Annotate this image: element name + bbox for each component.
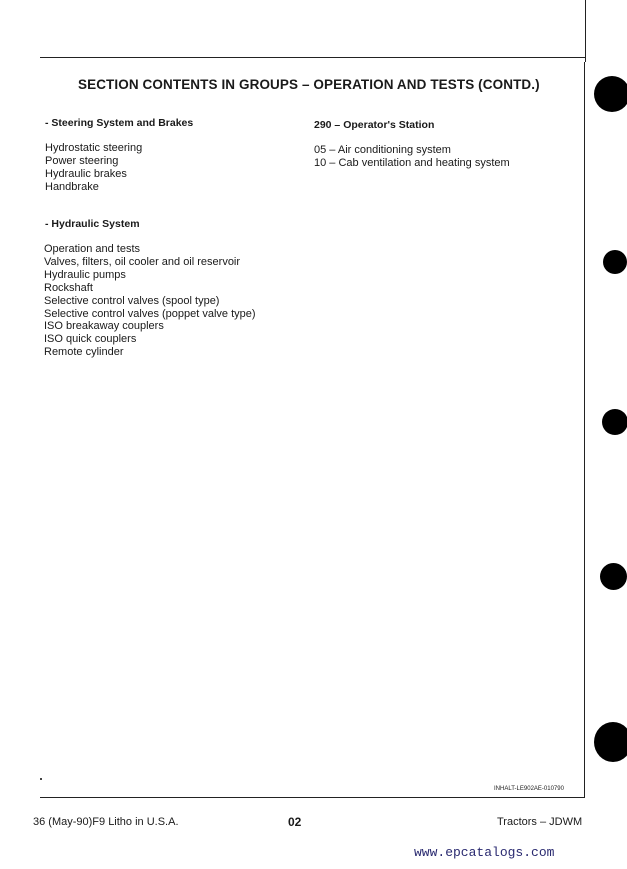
punch-hole <box>602 409 627 435</box>
document-code: INHALT-LE902AE-010790 <box>494 786 564 792</box>
list-item: ISO quick couplers <box>44 333 137 346</box>
list-item: Hydraulic brakes <box>45 167 127 180</box>
page-number: 02 <box>288 815 302 829</box>
operators-station-list <box>314 144 510 170</box>
list-item: ISO breakaway couplers <box>44 320 164 333</box>
page-title: SECTION CONTENTS IN GROUPS – OPERATION AND TESTS (CONTD.) <box>78 77 540 92</box>
punch-hole <box>594 76 627 112</box>
list-item: Hydraulic pumps <box>44 268 126 281</box>
list-item: 05 – Air conditioning system <box>314 144 451 156</box>
footer-rule <box>40 797 585 798</box>
list-item: 10 – Cab ventilation and heating system <box>314 156 510 169</box>
list-item: Selective control valves (spool type) <box>44 294 220 307</box>
punch-hole <box>603 250 627 274</box>
watermark-link[interactable]: www.epcatalogs.com <box>414 845 555 860</box>
list-item: Operation and tests <box>44 243 141 255</box>
list-item: Remote cylinder <box>44 346 124 359</box>
group-heading-operators-station: 290 – Operator's Station <box>314 119 435 131</box>
group-heading-hydraulic: - Hydraulic System <box>45 218 140 230</box>
steering-list <box>45 142 142 194</box>
footer-manual-name: Tractors – JDWM <box>497 816 583 828</box>
list-item: Rockshaft <box>44 281 93 294</box>
margin-rule-top <box>585 0 586 62</box>
list-item: Handbrake <box>45 180 99 193</box>
scan-mark <box>40 778 42 780</box>
group-heading-steering: - Steering System and Brakes <box>45 117 194 129</box>
hydraulic-list <box>44 243 256 359</box>
header-rule <box>40 57 585 58</box>
margin-rule-right <box>584 62 585 797</box>
list-item: Power steering <box>45 154 119 167</box>
punch-hole <box>594 722 627 762</box>
punch-hole <box>600 563 627 590</box>
list-item: Hydrostatic steering <box>45 142 143 154</box>
list-item: Valves, filters, oil cooler and oil reservoir <box>44 255 241 268</box>
list-item: Selective control valves (poppet valve type) <box>44 307 256 320</box>
footer-print-info: 36 (May-90)F9 Litho in U.S.A. <box>33 816 179 828</box>
